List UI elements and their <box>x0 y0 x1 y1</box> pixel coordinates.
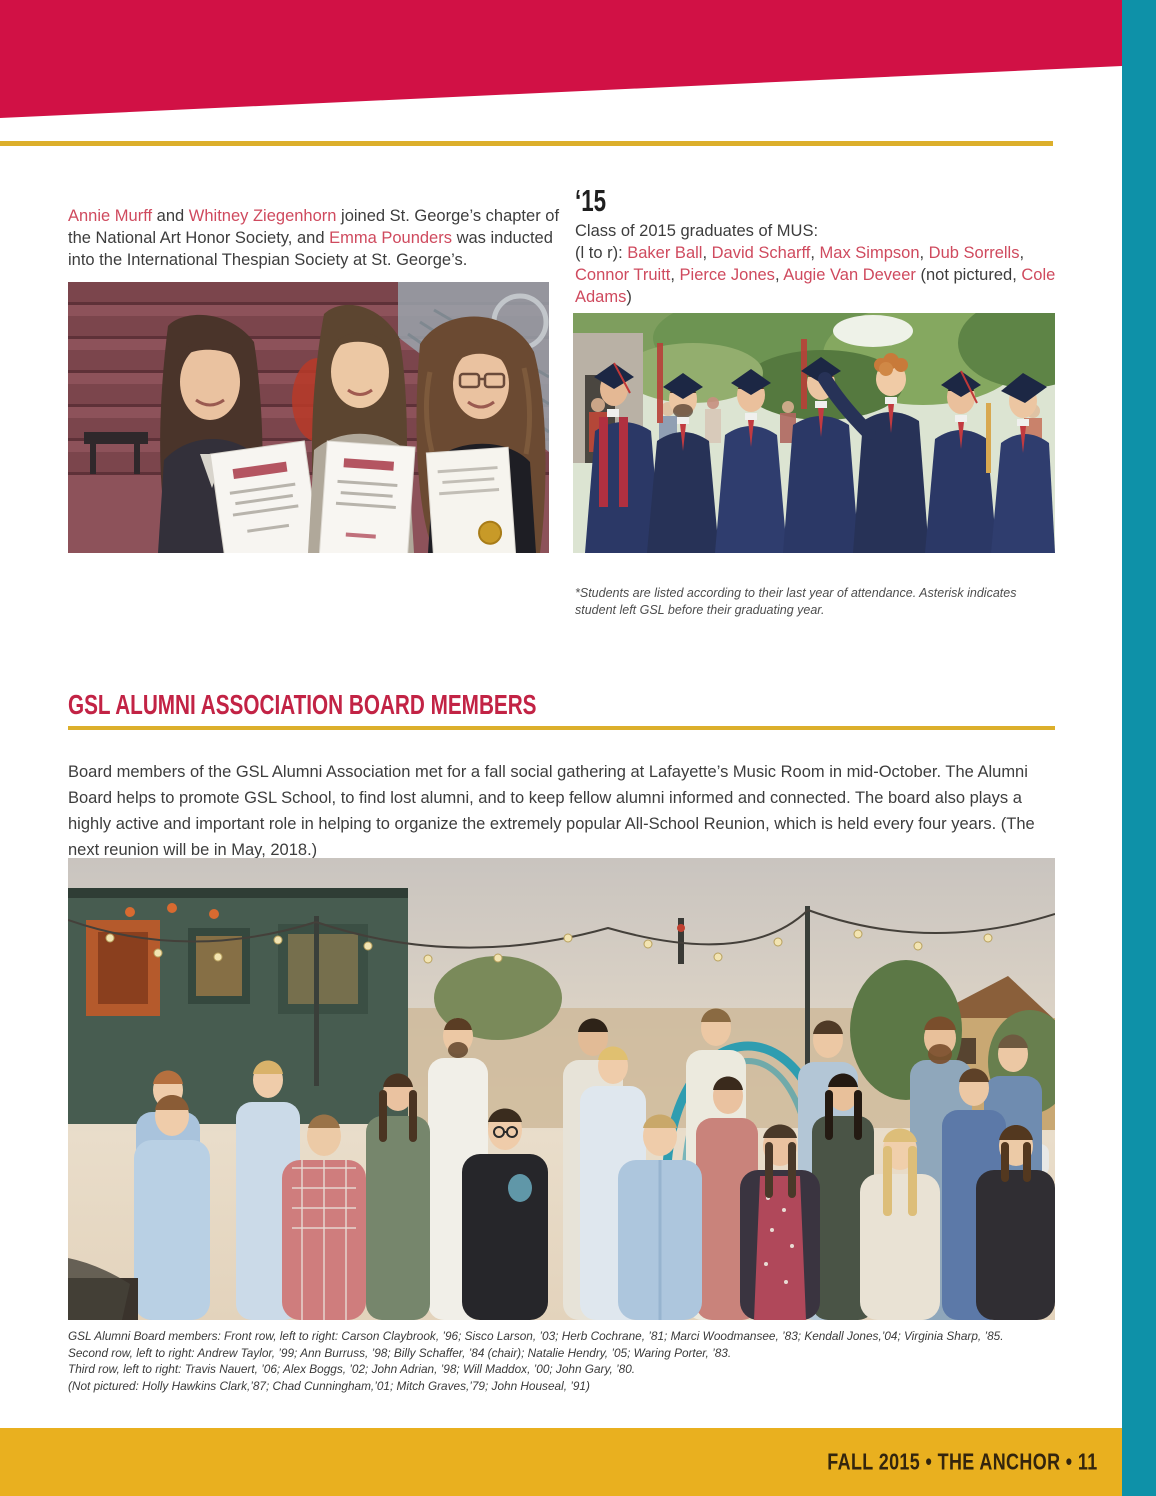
highlighted-name: David Scharff <box>711 244 811 262</box>
highlighted-name: Cole Adams <box>575 266 1056 306</box>
footer-gold-bar <box>0 1428 1122 1496</box>
caption-line-3: Third row, left to right: Travis Nauert, ’06; Alex Boggs, ’02; John Adrian, ’98; Will Maddox, ’00; John Gary, ’80. <box>68 1362 636 1376</box>
body-text: joined St. George’s chapter of the National Art Honor Society, and <box>68 206 560 247</box>
caption-line-1: GSL Alumni Board members: Front row, left to right: Carson Claybrook, ’96; Sisco Larson, ’03; Herb Cochrane, ’81; Marci Woodmansee, ’83; Kendall Jones,’04; Virginia Sharp, ’85. <box>68 1329 1004 1343</box>
body-text: , <box>702 244 712 262</box>
body-text: , <box>670 266 680 284</box>
caption-line-2: Second row, left to right: Andrew Taylor, ’99; Ann Burruss, ’98; Billy Schaffer, ’84 (chair); Natalie Hendry, ’05; Waring Porter, ’83. <box>68 1345 732 1360</box>
graduates-photo-illustration <box>573 313 1055 553</box>
right-teal-strip <box>1122 0 1156 1496</box>
class-year-heading: ‘15 <box>575 183 607 218</box>
highlighted-name: Emma Pounders <box>329 228 452 247</box>
alumni-section-heading: GSL ALUMNI ASSOCIATION BOARD MEMBERS <box>68 689 537 720</box>
body-text: , <box>810 244 820 262</box>
alumni-board-photo <box>68 858 1055 1320</box>
caption-line-4: (Not pictured: Holly Hawkins Clark,’87; Chad Cunningham,’01; Mitch Graves,’79; John Houseal, ’91) <box>68 1378 590 1393</box>
class-of-15-paragraph <box>575 220 1059 308</box>
body-text: , <box>1019 244 1025 262</box>
class-of-15-column <box>575 183 1059 308</box>
highlighted-name: Whitney Ziegenhorn <box>188 206 337 225</box>
art-honor-photo <box>68 282 549 553</box>
footer-page-label: FALL 2015 • THE ANCHOR • 11 <box>827 1448 1098 1475</box>
graduates-footnote: *Students are listed according to their last year of attendance. Asterisk indicates student left GSL before their graduating year. <box>575 585 1017 617</box>
graduates-photo <box>573 313 1055 553</box>
art-honor-photo-illustration <box>68 282 549 553</box>
top-crimson-banner <box>0 0 1122 120</box>
gold-rule-top <box>0 141 1053 146</box>
body-text: was inducted into the International Thespian Society at St. George’s. <box>68 228 553 269</box>
highlighted-name: Connor Truitt <box>575 266 671 284</box>
body-text: , <box>919 244 929 262</box>
art-honor-paragraph <box>68 205 560 271</box>
highlighted-name: Annie Murff <box>68 206 153 225</box>
body-text: Class of 2015 graduates of MUS: <box>575 222 819 240</box>
highlighted-name: Max Simpson <box>819 244 920 262</box>
body-text: (not pictured, <box>915 266 1022 284</box>
highlighted-name: Pierce Jones <box>679 266 775 284</box>
body-text: (l to r): <box>575 244 628 262</box>
alumni-board-photo-illustration <box>68 858 1055 1320</box>
gold-rule-section <box>68 726 1055 730</box>
highlighted-name: Augie Van Deveer <box>783 266 916 284</box>
highlighted-name: Dub Sorrells <box>928 244 1020 262</box>
body-text: and <box>152 206 189 225</box>
alumni-body-paragraph: Board members of the GSL Alumni Association met for a fall social gathering at Lafayette’s Music Room in mid-October. The Alumni Board helps to promote GSL School, to find lost alumni, and to keep fellow alumni informed and connected. The board also plays a highly active and important role in helping to organize the extremely popular All-School Reunion, which is held every four years. (The next reunion will be in May, 2018.) <box>68 762 1035 859</box>
alumni-photo-caption <box>68 1328 1062 1394</box>
highlighted-name: Baker Ball <box>627 244 703 262</box>
body-text: ) <box>626 288 632 306</box>
body-text: , <box>774 266 784 284</box>
